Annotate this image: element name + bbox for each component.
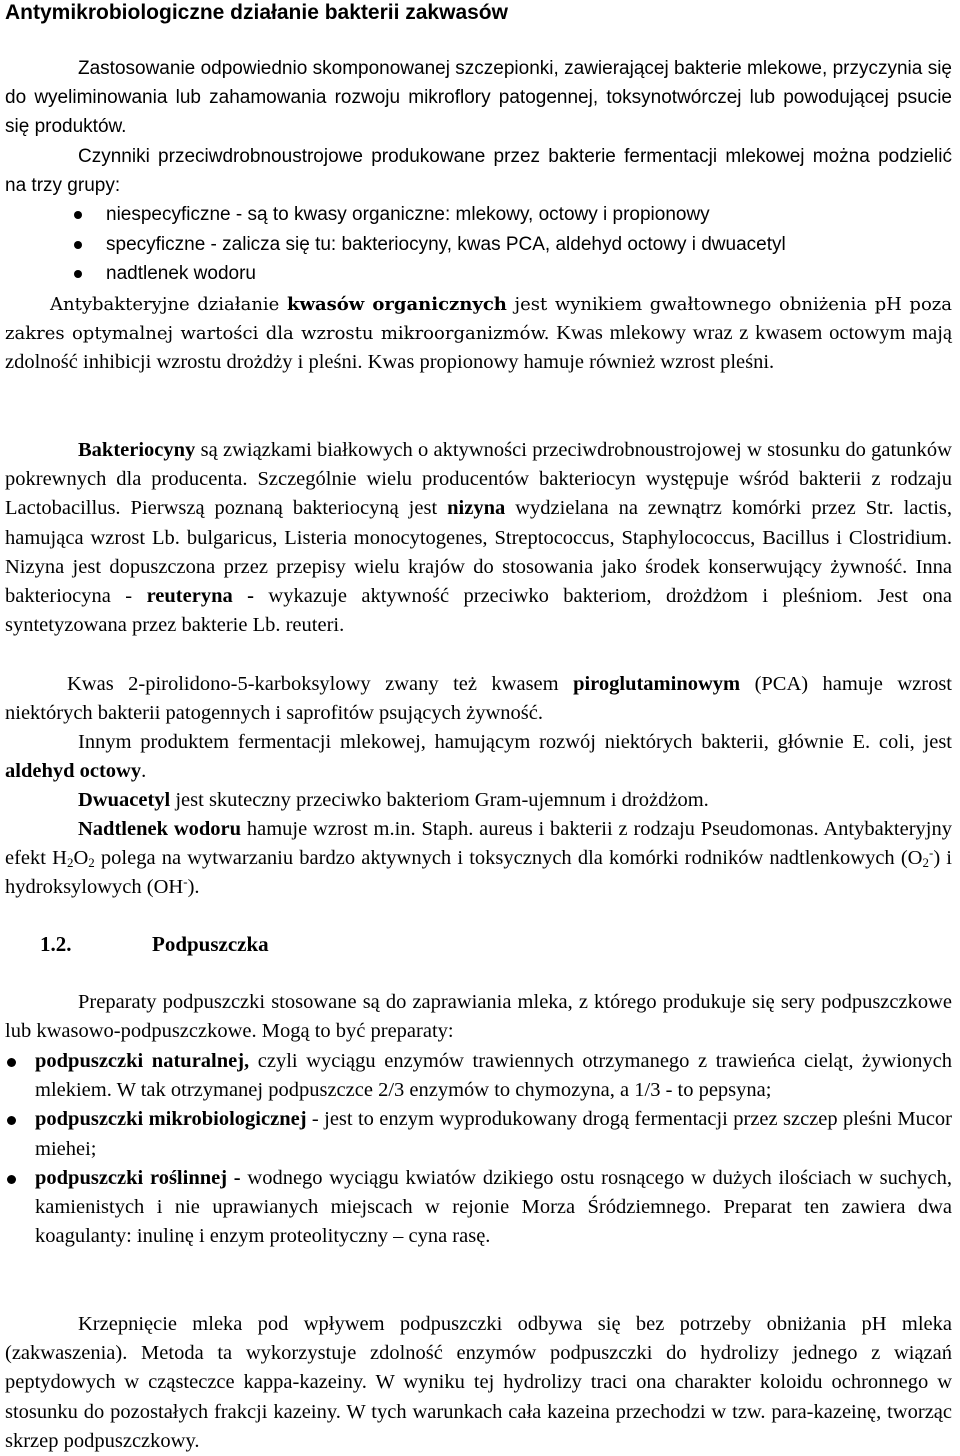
list-item: nadtlenek wodoru	[70, 259, 950, 289]
section-title: Podpuszczka	[152, 932, 269, 956]
peroxide-block	[5, 815, 952, 903]
list-item: specyficzne - zalicza się tu: bakteriocyny, kwas PCA, aldehyd octowy i dwuacetyl	[70, 230, 950, 260]
page-title: Antymikrobiologiczne działanie bakterii zakwasów	[5, 1, 508, 24]
list-item: podpuszczki naturalnej, czyli wyciągu enzymów trawiennych otrzymanego z trawieńca cieląt, żywionych mlekiem. W tak otrzymanej podpuszczce 2/3 enzymów to chymozyna, a 1/3 - to pepsyna;	[5, 1047, 952, 1105]
list-item: niespecyficzne - są to kwasy organiczne: mlekowy, octowy i propionowy	[70, 200, 950, 230]
aldehyde-block	[5, 728, 952, 786]
bullet-icon	[7, 1058, 16, 1067]
section-number: 1.2.	[40, 932, 72, 956]
intro-paragraph: Zastosowanie odpowiednio skomponowanej szczepionki, zawierającej bakterie mlekowe, przyczynia się do wyeliminowania lub zahamowania rozwoju mikroflory patogennej, toksynotwórczej lub powodującej psucie się produktów.	[5, 58, 952, 138]
bullet-icon	[74, 270, 82, 278]
diacetyl-paragraph: Dwuacetyl jest skuteczny przeciwko bakteriom Gram-ujemnum i drożdżom.	[78, 789, 709, 811]
factors-paragraph: Czynniki przeciwdrobnoustrojowe produkowane przez bakterie fermentacji mlekowej można podzielić na trzy grupy:	[5, 145, 952, 196]
rennet-intro-block	[5, 988, 952, 1046]
intro-block	[5, 54, 952, 200]
rennet-types-list	[5, 1047, 952, 1251]
peroxide-paragraph: Nadtlenek wodoru hamuje wzrost m.in. Staph. aureus i bakterii z rodzaju Pseudomonas. Antybakteryjny efekt $H_2O_2$ polega na wytwarzaniu bardzo aktywnych i toksycznych dla komórki rodników nadtlenkowych $(O_2^-)$ i hydroksylowych (OH-).	[5, 818, 952, 899]
list-item: podpuszczki mikrobiologicznej - jest to enzym wyprodukowany drogą fermentacji przez szczep pleśni Mucor miehei;	[5, 1105, 952, 1163]
bullet-icon	[74, 211, 82, 219]
rennet-intro-paragraph: Preparaty podpuszczki stosowane są do zaprawiania mleka, z którego produkuje się sery podpuszczkowe lub kwasowo-podpuszczkowe. Mogą to być preparaty:	[5, 991, 952, 1043]
diacetyl-block	[5, 786, 952, 815]
pca-block	[5, 670, 952, 728]
coagulation-block	[5, 1310, 952, 1456]
coagulation-paragraph: Krzepnięcie mleka pod wpływem podpuszczki odbywa się bez potrzeby obniżania pH mleka (zakwaszenia). Metoda ta wykorzystuje zdolność enzymów podpuszczki do hydrolizy jednego z wiązań peptydowych w cząsteczce kappa-kazeiny. W wyniku tej hydrolizy traci ona charakter koloidu ochronnego w stosunku do pozostałych frakcji kazeiny. W tych warunkach cała kazeina przechodzi w tzw. para-kazeinę, tworząc skrzep podpuszczkowy.	[5, 1313, 952, 1452]
acids-paragraph: Antybakteryjne działanie kwasów organicznych jest wynikiem gwałtownego obniżenia pH poza zakres optymalnej wartości dla wzrostu mikroorganizmów. Kwas mlekowy wraz z kwasem octowym mają zdolność inhibicji wzrostu drożdży i pleśni. Kwas propionowy hamuje również wzrost pleśni.	[5, 294, 953, 374]
pca-paragraph: Kwas 2-pirolidono-5-karboksylowy zwany też kwasem piroglutaminowym (PCA) hamuje wzrost niektórych bakterii patogennych i saprofitów psujących żywność.	[5, 673, 952, 725]
factor-groups-list	[70, 200, 950, 289]
bullet-icon	[7, 1175, 16, 1184]
bacteriocins-paragraph: Bakteriocyny są związkami białkowych o aktywności przeciwdrobnoustrojowej w stosunku do gatunków pokrewnych dla producenta. Szczególnie wielu producentów bakteriocyn występuje wśród bakterii z rodzaju Lactobacillus. Pierwszą poznaną bakteriocyną jest nizyna wydzielana na zewnątrz komórki przez Str. lactis, hamująca wzrost Lb. bulgaricus, Listeria monocytogenes, Streptococcus, Staphylococcus, Bacillus i Clostridium. Nizyna jest dopuszczona przez przepisy wielu krajów do stosowania jako środek konserwujący żywność. Inna bakteriocyna - reuteryna - wykazuje aktywność przeciwko bakteriom, drożdżom i pleśniom. Jest ona syntetyzowana przez bakterie Lb. reuteri.	[5, 439, 952, 637]
list-item: podpuszczki roślinnej - wodnego wyciągu kwiatów dzikiego ostu rosnącego w dużych ilościach w suchych, kamienistych i nie uprawianych miejscach w rejonie Morza Śródziemnego. Preparat ten zawiera dwa koagulanty: inulinę i enzym proteolityczny – cyna rasę.	[5, 1164, 952, 1252]
aldehyde-paragraph: Innym produktem fermentacji mlekowej, hamującym rozwój niektórych bakterii, głównie E. coli, jest aldehyd octowy.	[5, 731, 952, 783]
bullet-icon	[7, 1116, 16, 1125]
bacteriocins-block	[5, 436, 952, 640]
acids-block	[5, 290, 952, 378]
bullet-icon	[74, 241, 82, 249]
